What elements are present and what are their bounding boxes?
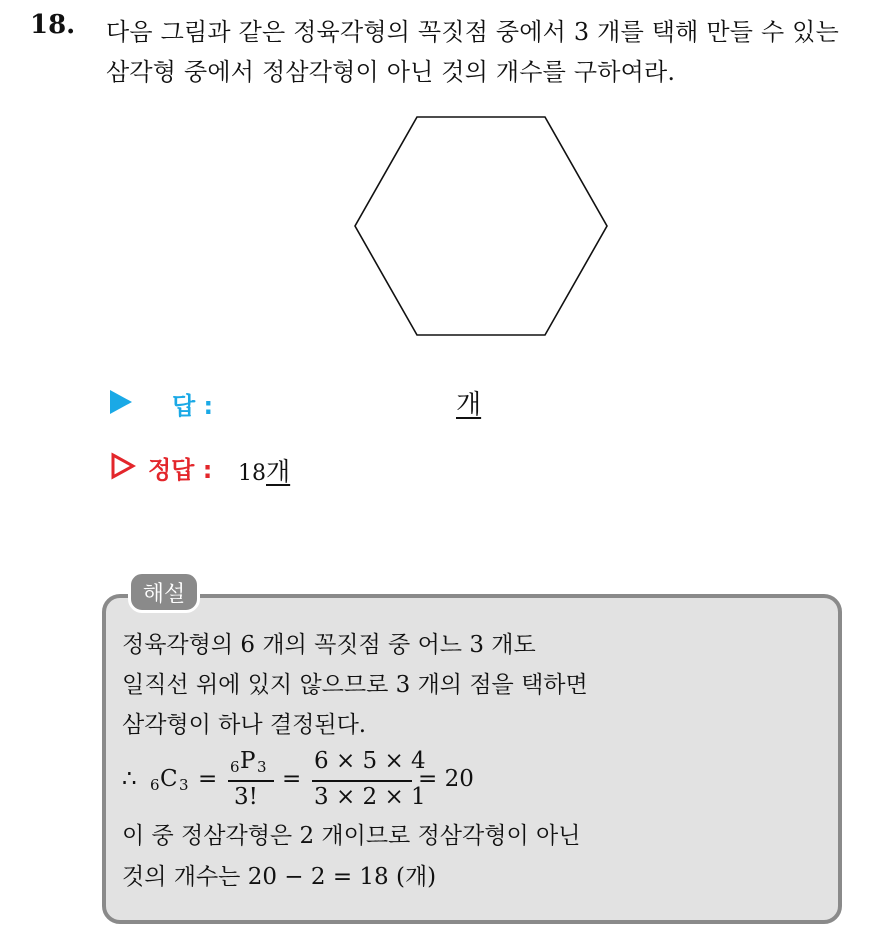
answer-unit: 개 [456,390,482,420]
combination-r: 3 [179,776,189,794]
correct-answer-label: 정답 : [148,456,213,484]
fraction-bar-1 [228,780,274,782]
correct-answer-number: 18 [238,461,266,486]
explanation-line-1: 정육각형의 6 개의 꼭짓점 중 어느 3 개도 [122,632,536,658]
fraction-denominator: 3 × 2 × 1 [314,784,426,810]
answer-label: 답 : [172,392,214,420]
permutation-r: 3 [257,758,267,776]
fraction-numerator: 6 × 5 × 4 [314,748,426,774]
explanation-line-4: 이 중 정삼각형은 2 개이므로 정삼각형이 아닌 [122,823,581,849]
question-number: 18. [30,10,76,40]
equals-sign-2: = [282,766,302,792]
outline-triangle-icon [110,452,136,480]
permutation-symbol: P [240,748,256,774]
combination-n: 6 [150,776,160,794]
explanation-line-2: 일직선 위에 있지 않으므로 3 개의 점을 택하면 [122,672,588,698]
formula-result: = 20 [418,766,474,792]
explanation-tag: 해설 [128,571,200,613]
equals-sign-1: = [198,766,218,792]
question-text-line-2: 삼각형 중에서 정삼각형이 아닌 것의 개수를 구하여라. [106,58,676,86]
regular-hexagon-icon [355,117,607,335]
combination-symbol: C [160,766,178,792]
explanation-line-5: 것의 개수는 20 − 2 = 18 (개) [122,864,437,890]
permutation-n: 6 [230,758,240,776]
question-text-line-1: 다음 그림과 같은 정육각형의 꼭짓점 중에서 3 개를 택해 만들 수 있는 [106,18,839,46]
correct-answer-value [238,452,290,488]
play-triangle-icon [110,390,132,414]
permutation-denominator: 3! [234,784,258,810]
fraction-bar-2 [312,780,412,782]
hexagon-figure [350,112,612,342]
therefore-symbol: ∴ [122,766,137,792]
explanation-line-3: 삼각형이 하나 결정된다. [122,712,367,738]
correct-answer-unit: 개 [266,457,291,486]
